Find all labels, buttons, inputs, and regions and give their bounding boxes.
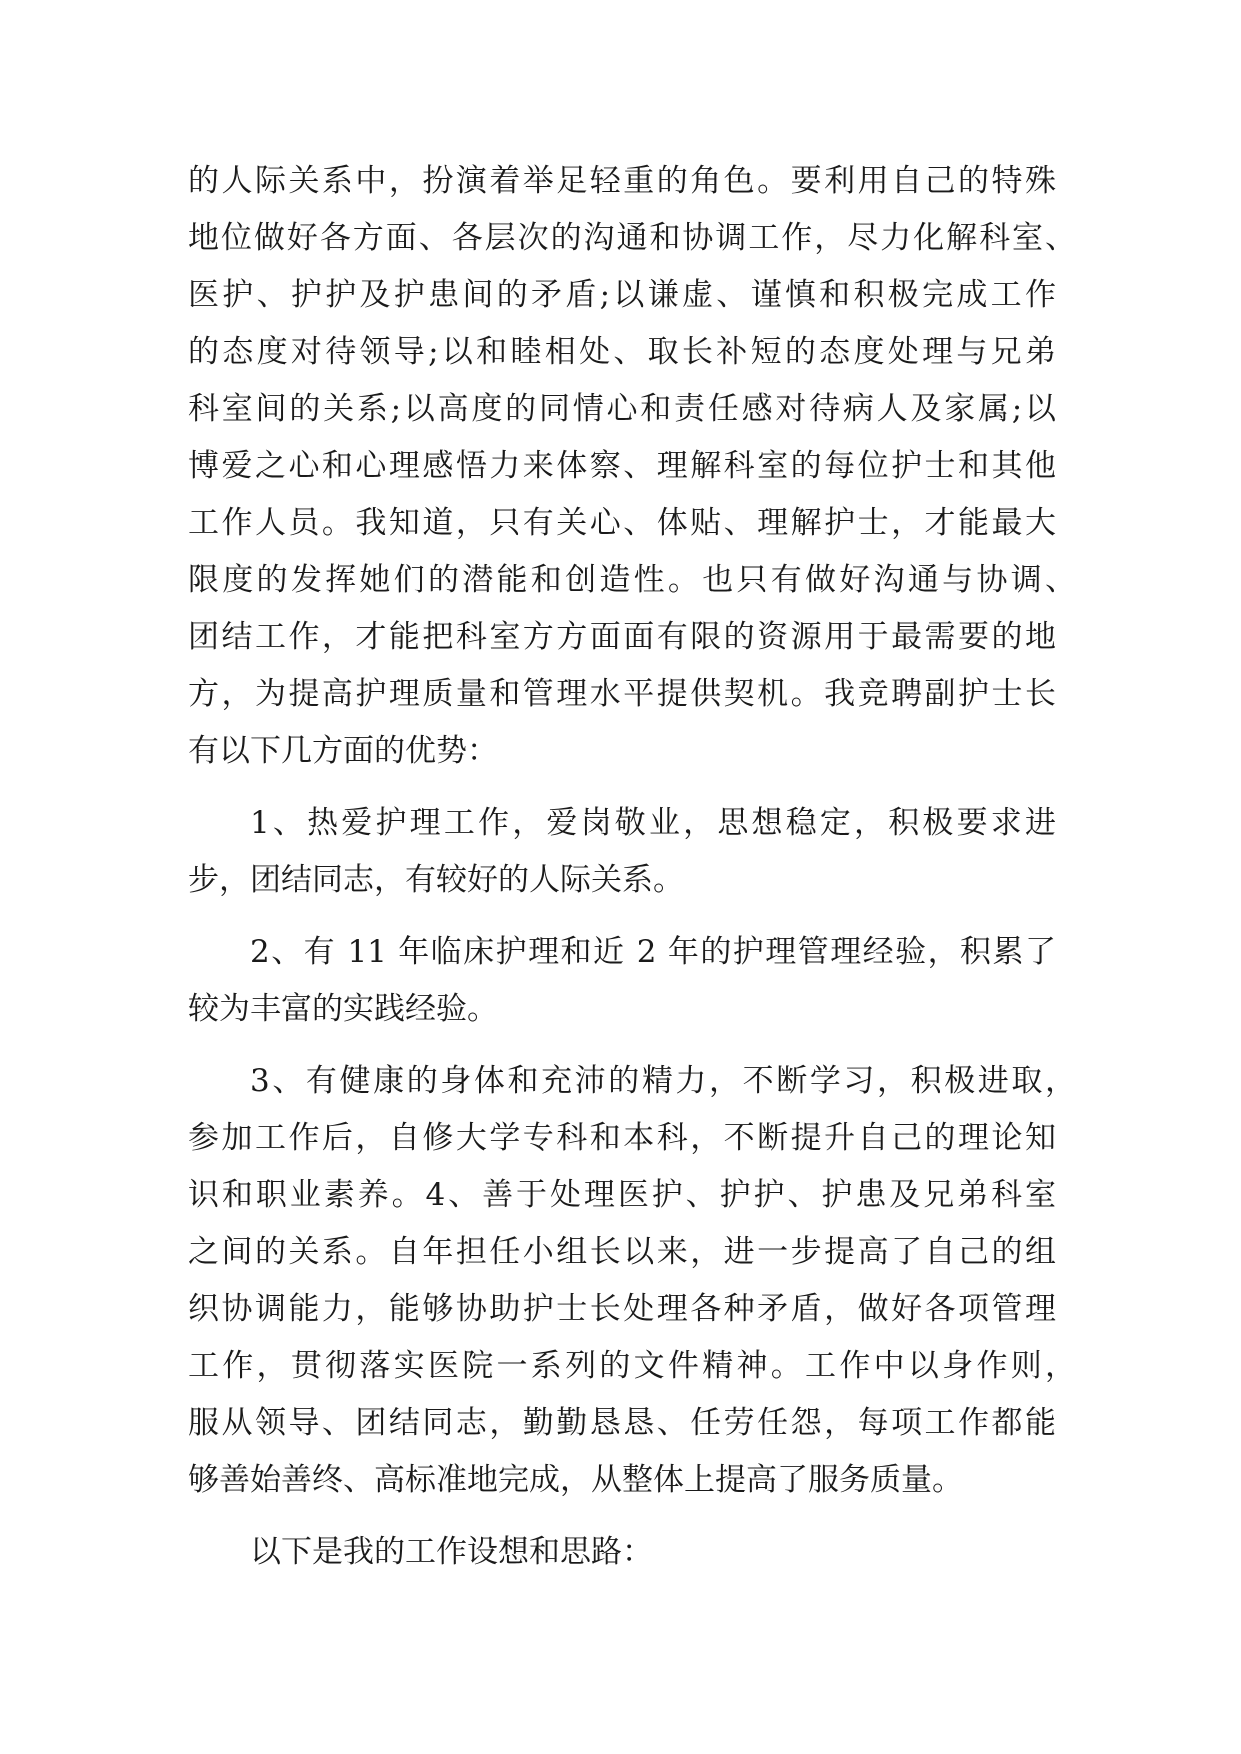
text-line: 的态度对待领导;以和睦相处、取长补短的态度处理与兄弟 [188, 334, 1056, 370]
text-line: 有以下几方面的优势： [188, 733, 498, 769]
text-line: 工作人员。我知道，只有关心、体贴、理解护士，才能最大 [188, 505, 1056, 541]
paragraph-first-line: 1、热爱护理工作，爱岗敬业，思想稳定，积极要求进 [250, 805, 1056, 841]
text-line: 识和职业素养。4、善于处理医护、护护、护患及兄弟科室 [188, 1177, 1056, 1213]
text-line: 织协调能力，能够协助护士长处理各种矛盾，做好各项管理 [188, 1291, 1056, 1327]
paragraph-first-line: 以下是我的工作设想和思路： [250, 1534, 653, 1570]
text-line: 的人际关系中，扮演着举足轻重的角色。要利用自己的特殊 [188, 163, 1056, 199]
text-line: 医护、护护及护患间的矛盾;以谦虚、谨慎和积极完成工作 [188, 277, 1056, 313]
text-line: 团结工作，才能把科室方方面面有限的资源用于最需要的地 [188, 619, 1056, 655]
text-line: 方，为提高护理质量和管理水平提供契机。我竞聘副护士长 [188, 676, 1056, 712]
text-line: 参加工作后，自修大学专科和本科，不断提升自己的理论知 [188, 1120, 1056, 1156]
text-line: 限度的发挥她们的潜能和创造性。也只有做好沟通与协调、 [188, 562, 1076, 598]
text-line: 之间的关系。自年担任小组长以来，进一步提高了自己的组 [188, 1234, 1056, 1270]
text-line: 科室间的关系;以高度的同情心和责任感对待病人及家属;以 [188, 391, 1056, 427]
text-line: 地位做好各方面、各层次的沟通和协调工作，尽力化解科室、 [188, 220, 1076, 256]
text-line: 步，团结同志，有较好的人际关系。 [188, 862, 684, 898]
text-line: 服从领导、团结同志，勤勤恳恳、任劳任怨，每项工作都能 [188, 1405, 1056, 1441]
text-line: 够善始善终、高标准地完成，从整体上提高了服务质量。 [188, 1462, 963, 1498]
text-line: 工作，贯彻落实医院一系列的文件精神。工作中以身作则， [188, 1348, 1076, 1384]
text-line: 博爱之心和心理感悟力来体察、理解科室的每位护士和其他 [188, 448, 1056, 484]
text-line: 较为丰富的实践经验。 [188, 991, 498, 1027]
paragraph-first-line: 2、有 11 年临床护理和近 2 年的护理管理经验，积累了 [250, 934, 1056, 970]
paragraph-first-line: 3、有健康的身体和充沛的精力，不断学习，积极进取， [250, 1063, 1076, 1099]
